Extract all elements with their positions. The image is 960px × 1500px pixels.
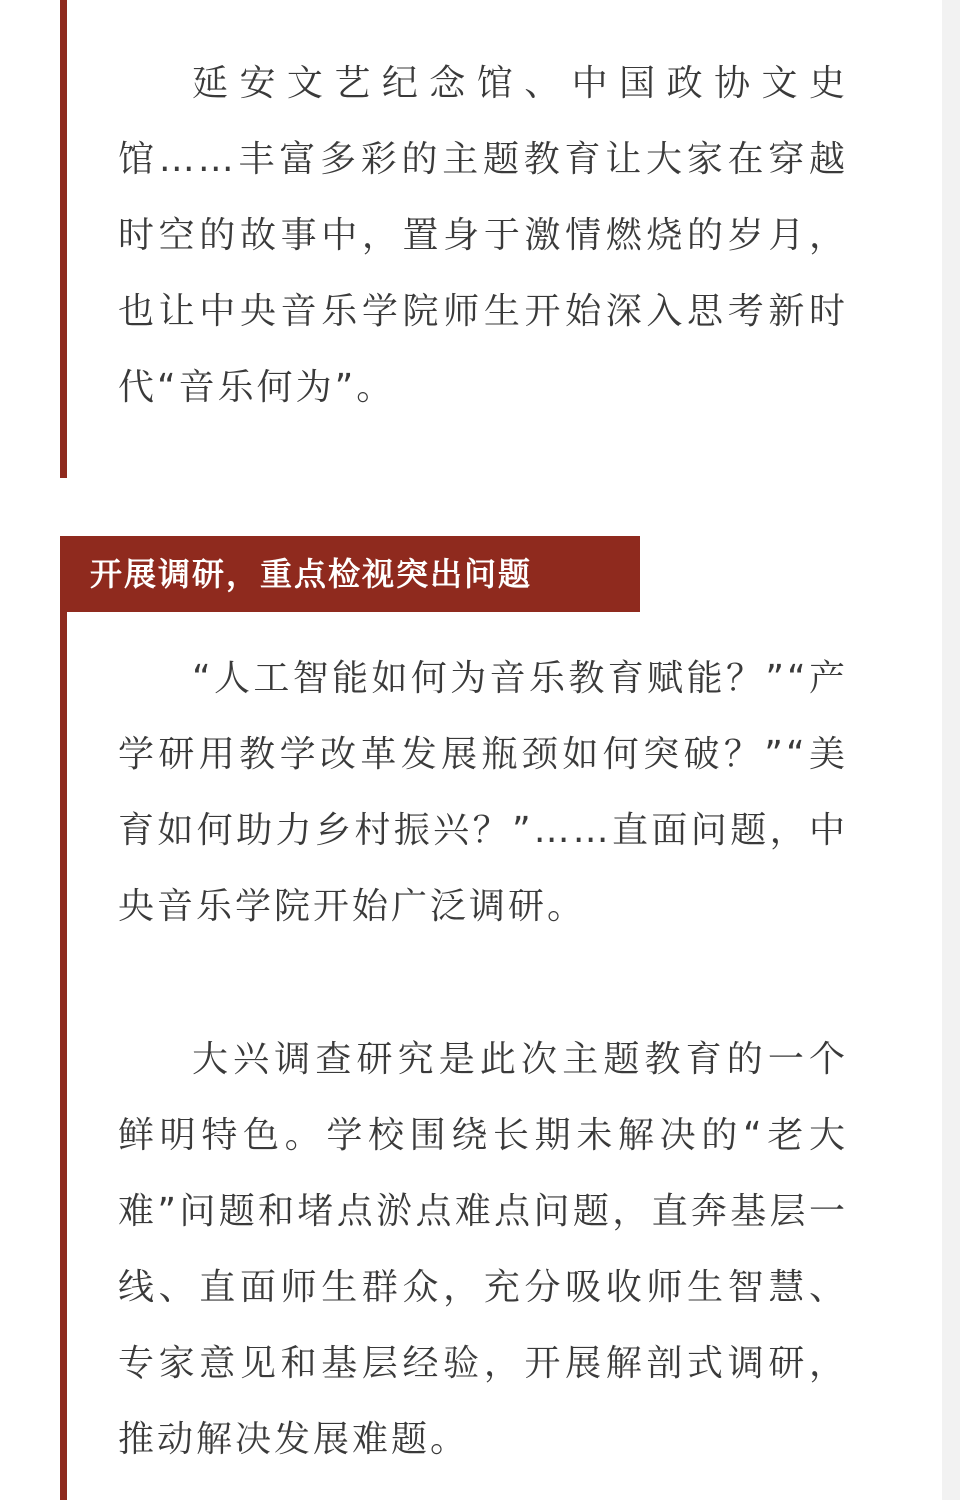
left-accent-bar-bottom [60,612,67,1500]
left-accent-bar-top [60,0,67,478]
article-paragraph-1: 延安文艺纪念馆、中国政协文史馆……丰富多彩的主题教育让大家在穿越时空的故事中，置身于激情燃烧的岁月，也让中央音乐学院师生开始深入思考新时代“音乐何为”。 [118,63,848,408]
right-margin-strip [942,0,960,1500]
article-paragraph-3: 大兴调查研究是此次主题教育的一个鲜明特色。学校围绕长期未解决的“老大难”问题和堵点淤点难点问题，直奔基层一线、直面师生群众，充分吸收师生智慧、专家意见和基层经验，开展解剖式调研，推动解决发展难题。 [118,1039,848,1460]
article-paragraph-2: “人工智能如何为音乐教育赋能？”“产学研用教学改革发展瓶颈如何突破？”“美育如何助力乡村振兴？”……直面问题，中央音乐学院开始广泛调研。 [118,658,848,927]
section-heading: 开展调研，重点检视突出问题 [60,536,640,612]
